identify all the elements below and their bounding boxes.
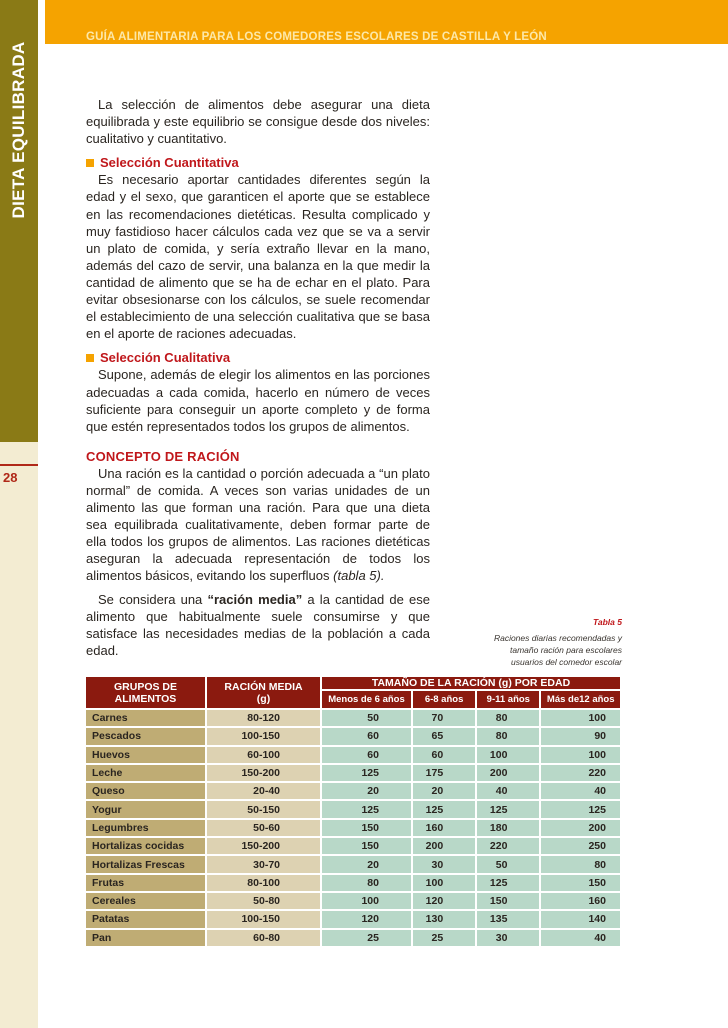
section-sidebar: [0, 0, 38, 442]
header-title: GUÍA ALIMENTARIA PARA LOS COMEDORES ESCOLARES DE CASTILLA Y LEÓN: [86, 31, 547, 43]
square-bullet-icon: [86, 159, 94, 167]
table-body: [86, 710, 620, 946]
food-name-cell: Cereales: [86, 893, 205, 909]
concepto-p2-bold: “ración media”: [207, 591, 303, 607]
food-name-cell: Hortalizas cocidas: [86, 838, 205, 854]
portion-cell: 100: [413, 875, 475, 891]
page-number-rule: [0, 464, 38, 466]
heading-cuantitativa-label: Selección Cuantitativa: [100, 155, 239, 171]
racion-media-cell: 30-70: [207, 856, 320, 872]
table-row: [86, 728, 620, 744]
food-name-cell: Carnes: [86, 710, 205, 726]
food-name-cell: Queso: [86, 783, 205, 799]
table-row: [86, 911, 620, 927]
concepto-p2-before: Se considera una: [98, 591, 203, 607]
portion-cell: 250: [541, 838, 620, 854]
portion-cell: 160: [413, 820, 475, 836]
portion-cell: 60: [322, 728, 411, 744]
concepto-paragraph-1: [86, 465, 430, 585]
portion-cell: 120: [322, 911, 411, 927]
col-header-edad: TAMAÑO DE LA RACIÓN (g) POR EDAD: [322, 677, 620, 689]
table-row: [86, 893, 620, 909]
portion-cell: 60: [322, 747, 411, 763]
col-header-media: [207, 677, 320, 708]
table-row: [86, 783, 620, 799]
portion-cell: 40: [477, 783, 539, 799]
racion-media-cell: 80-100: [207, 875, 320, 891]
col-header-media-unit: (g): [256, 692, 271, 705]
portion-cell: 140: [541, 911, 620, 927]
racion-media-cell: 100-150: [207, 728, 320, 744]
portion-cell: 125: [413, 801, 475, 817]
portion-cell: 80: [477, 728, 539, 744]
portion-cell: 100: [322, 893, 411, 909]
portion-cell: 70: [413, 710, 475, 726]
section-label: DIETA EQUILIBRADA: [9, 41, 28, 219]
portion-cell: 220: [477, 838, 539, 854]
intro-paragraph: La selección de alimentos debe asegurar una dieta equilibrada y este equilibrio se consigue desde dos niveles: cualitativo y cuantitativo.: [86, 97, 430, 147]
racion-media-cell: 150-200: [207, 838, 320, 854]
portion-cell: 25: [322, 930, 411, 946]
portion-cell: 150: [477, 893, 539, 909]
caption-title: Tabla 5: [593, 617, 622, 627]
table-reference: (tabla 5).: [333, 568, 385, 584]
food-name-cell: Pan: [86, 930, 205, 946]
cualitativa-paragraph: Supone, además de elegir los alimentos en las porciones adecuadas a cada comida, hacerlo en número de veces suficiente para conseguir un aporte completo y de forma que estén representados todos los grupos de alimentos.: [86, 367, 430, 434]
table-caption: [478, 616, 622, 668]
portion-cell: 80: [322, 875, 411, 891]
heading-cualitativa-label: Selección Cualitativa: [100, 350, 231, 366]
portion-cell: 40: [541, 930, 620, 946]
portion-cell: 120: [413, 893, 475, 909]
table-row: [86, 747, 620, 763]
racion-media-cell: 60-80: [207, 930, 320, 946]
food-name-cell: Legumbres: [86, 820, 205, 836]
portion-cell: 135: [477, 911, 539, 927]
racion-media-cell: 100-150: [207, 911, 320, 927]
portion-cell: 150: [541, 875, 620, 891]
portion-cell: 80: [541, 856, 620, 872]
portion-cell: 125: [322, 765, 411, 781]
table-header-row: [86, 677, 620, 689]
table-row: [86, 838, 620, 854]
portion-cell: 220: [541, 765, 620, 781]
col-header-media-label: RACIÓN MEDIA: [224, 680, 303, 693]
portion-cell: 20: [322, 783, 411, 799]
portion-cell: 200: [541, 820, 620, 836]
heading-cuantitativa: [86, 154, 430, 171]
portion-cell: 80: [477, 710, 539, 726]
portion-cell: 100: [541, 710, 620, 726]
racion-media-cell: 150-200: [207, 765, 320, 781]
heading-cualitativa: [86, 349, 430, 366]
portion-cell: 90: [541, 728, 620, 744]
portion-cell: 60: [413, 747, 475, 763]
age-header: Menos de 6 años: [322, 691, 411, 708]
sidebar-lower: [0, 442, 38, 1028]
portion-cell: 125: [541, 801, 620, 817]
portion-cell: 65: [413, 728, 475, 744]
table-row: [86, 930, 620, 946]
portion-cell: 20: [322, 856, 411, 872]
racion-media-cell: 20-40: [207, 783, 320, 799]
table-row: [86, 801, 620, 817]
age-header: Más de12 años: [541, 691, 620, 708]
page-number: 28: [3, 470, 18, 485]
racion-media-cell: 50-80: [207, 893, 320, 909]
col-header-groups: GRUPOS DE ALIMENTOS: [86, 677, 205, 708]
square-bullet-icon: [86, 354, 94, 362]
portion-cell: 125: [477, 801, 539, 817]
portion-cell: 50: [322, 710, 411, 726]
food-name-cell: Yogur: [86, 801, 205, 817]
portion-cell: 25: [413, 930, 475, 946]
portion-cell: 150: [322, 820, 411, 836]
rations-table: [84, 675, 622, 948]
cuantitativa-paragraph: Es necesario aportar cantidades diferentes según la edad y el sexo, que garanticen el aporte que se establece en las recomendaciones dietéticas. Resulta complicado y muy fastidioso hacer cálculos cada vez que se va a servir un plato de comida, y sería extraño llevar en la mano, además del cazo de servir, una balanza en la que medir la cantidad de alimento que se ha de echar en el plato. Para evitar obsesionarse con los cálculos, se suele recomendar el establecimiento de una selección cualitativa que se basa en el aporte de raciones adecuadas.: [86, 172, 430, 342]
portion-cell: 30: [413, 856, 475, 872]
table-row: [86, 856, 620, 872]
portion-cell: 125: [477, 875, 539, 891]
concepto-paragraph-2: [86, 591, 430, 659]
portion-cell: 130: [413, 911, 475, 927]
racion-media-cell: 50-60: [207, 820, 320, 836]
food-name-cell: Frutas: [86, 875, 205, 891]
food-name-cell: Hortalizas Frescas: [86, 856, 205, 872]
table-row: [86, 765, 620, 781]
portion-cell: 200: [413, 838, 475, 854]
portion-cell: 30: [477, 930, 539, 946]
table-row: [86, 710, 620, 726]
heading-concepto-racion: CONCEPTO DE RACIÓN: [86, 448, 240, 464]
portion-cell: 200: [477, 765, 539, 781]
portion-cell: 40: [541, 783, 620, 799]
caption-text: Raciones diarias recomendadas y tamaño ración para escolares usuarios del comedor escolar: [493, 633, 622, 667]
racion-media-cell: 50-150: [207, 801, 320, 817]
portion-cell: 125: [322, 801, 411, 817]
portion-cell: 150: [322, 838, 411, 854]
concepto-p2-after: a la cantidad de ese alimento que habitualmente suele consumirse y que satisface las necesidades medias de la población a cada edad.: [86, 591, 430, 658]
body-text: [86, 96, 430, 659]
racion-media-cell: 80-120: [207, 710, 320, 726]
racion-media-cell: 60-100: [207, 747, 320, 763]
table-row: [86, 875, 620, 891]
concepto-p1-text: Una ración es la cantidad o porción adecuada a “un plato normal” de comida. A veces son varias unidades de un alimento las que forman una ración. Para que una dieta sea equilibrada cualitativamente, deben formar parte de ella todos los grupos de alimentos. Las raciones dietéticas aseguran la adecuada representación de todos los alimentos básicos, evitando los superfluos: [86, 465, 430, 584]
age-header: 6-8 años: [413, 691, 475, 708]
age-header: 9-11 años: [477, 691, 539, 708]
food-name-cell: Pescados: [86, 728, 205, 744]
food-name-cell: Huevos: [86, 747, 205, 763]
portion-cell: 20: [413, 783, 475, 799]
portion-cell: 100: [541, 747, 620, 763]
table-row: [86, 820, 620, 836]
food-name-cell: Patatas: [86, 911, 205, 927]
portion-cell: 100: [477, 747, 539, 763]
food-name-cell: Leche: [86, 765, 205, 781]
portion-cell: 50: [477, 856, 539, 872]
portion-cell: 160: [541, 893, 620, 909]
portion-cell: 180: [477, 820, 539, 836]
portion-cell: 175: [413, 765, 475, 781]
